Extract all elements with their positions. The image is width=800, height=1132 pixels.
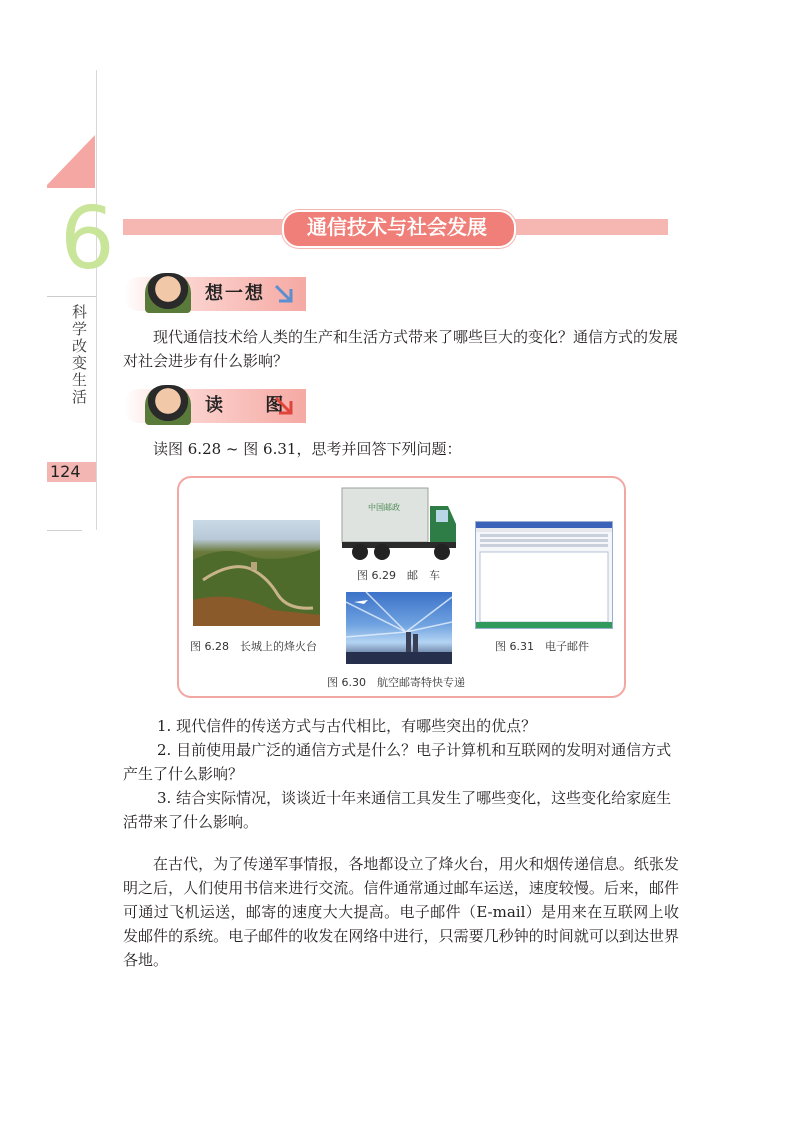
- think-tag: [123, 277, 306, 311]
- email-window-drawing: [476, 522, 612, 628]
- question-item: 3. 结合实际情况，谈谈近十年来通信工具发生了哪些变化，这些变化给家庭生活带来了什么影响。: [123, 789, 672, 831]
- question-item: 1. 现代信件的传送方式与古代相比，有哪些突出的优点？: [157, 717, 537, 735]
- figure-caption: 图 6.31 电子邮件: [495, 640, 589, 653]
- read-tag: [123, 389, 306, 423]
- great-wall-photo: [193, 520, 320, 626]
- figure-caption: 图 6.29 邮 车: [357, 569, 440, 582]
- email-screenshot: [475, 521, 613, 629]
- question-item: 2. 目前使用最广泛的通信方式是什么？电子计算机和互联网的发明对通信方式产生了什么影响？: [123, 741, 672, 783]
- mail-truck-drawing: [338, 484, 460, 564]
- margin-tick: [47, 530, 82, 531]
- arrow-down-right-icon: [272, 282, 296, 306]
- arrow-down-right-icon: [272, 394, 296, 418]
- think-label: 想一想: [205, 283, 265, 304]
- page-number: 124: [50, 462, 81, 481]
- figure-caption: 图 6.28 长城上的烽火台: [190, 640, 317, 653]
- great-wall-drawing: [193, 520, 320, 626]
- mail-truck-photo: [338, 484, 460, 564]
- section-title: 通信技术与社会发展: [307, 215, 487, 239]
- airmail-drawing: [346, 592, 452, 664]
- margin-rule: [96, 70, 97, 530]
- chapter-divider: [47, 296, 96, 297]
- students-reading-icon: [145, 385, 191, 425]
- corner-triangle: [47, 135, 95, 185]
- question-list: [123, 714, 679, 834]
- figure-caption: 图 6.30 航空邮寄特快专递: [327, 676, 465, 689]
- corner-accent: [47, 185, 95, 188]
- read-intro: 读图 6.28 ~ 图 6.31，思考并回答下列问题：: [153, 440, 462, 458]
- chapter-number: 6: [60, 189, 115, 289]
- student-portrait-icon: [145, 273, 191, 313]
- think-question: 现代通信技术给人类的生产和生活方式带来了哪些巨大的变化？通信方式的发展对社会进步有什么影响？: [123, 328, 679, 370]
- svg-text:中国邮政: 中国邮政: [368, 503, 400, 512]
- airmail-photo: [346, 592, 452, 664]
- read-label: 读 图: [205, 395, 302, 416]
- body-paragraph: 在古代，为了传递军事情报，各地都设立了烽火台，用火和烟传递信息。纸张发明之后，人们使用书信来进行交流。信件通常通过邮车运送，速度较慢。后来，邮件可通过飞机运送，邮寄的速度大大提高。电子邮件（E-mail）是用来在互联网上收发邮件的系统。电子邮件的收发在网络中进行，只需要几秒钟的时间就可以到达世界各地。: [123, 855, 679, 969]
- chapter-title: 科学改变生活: [72, 303, 88, 406]
